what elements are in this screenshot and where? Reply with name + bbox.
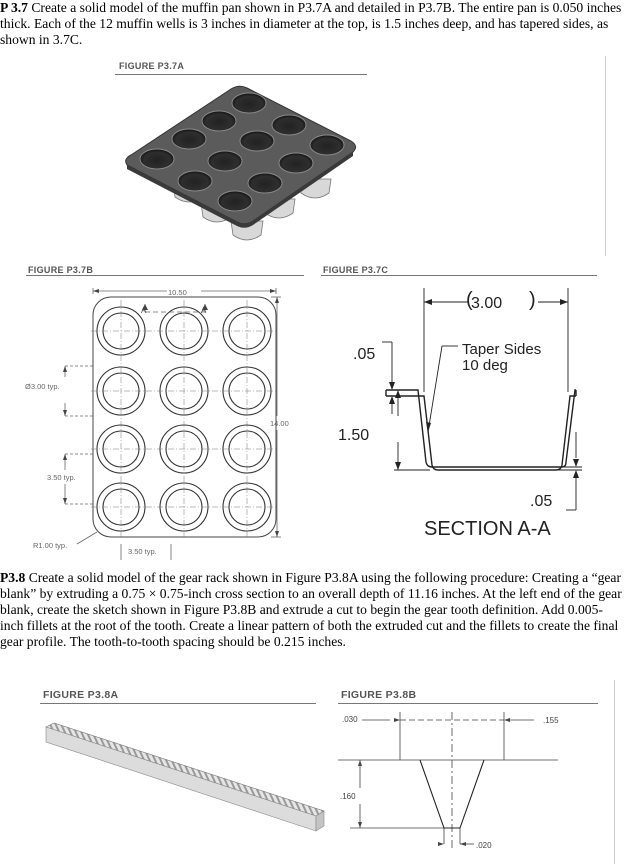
taper-note-line1: Taper Sides [462,341,542,358]
section-title: SECTION A-A [424,518,551,540]
top-thickness-dimension: .05 [353,346,376,363]
rack-top-teeth [46,723,324,816]
well-grid [91,300,277,538]
section-mark-left: A [141,306,147,315]
problem-3-7-body: Create a solid model of the muffin pan shown in P3.7A and detailed in P3.7B. The entire pan is 0.050 inches thick. Each of the 12 muffin wells is 3 inches in diameter at the top, is 1.5 inches deep, and has tapered sides, as shown in 3.7C. [0,0,622,47]
depth-dimension: 1.50 [338,427,370,444]
gear-rack-3d-view [40,705,330,860]
horizontal-spacing-dimension: 3.50 typ. [128,547,157,556]
top-diameter-dimension: 3.00 [471,295,503,312]
section-a-a-drawing [320,282,620,544]
bottom-thickness-dimension: .05 [530,493,553,510]
problem-3-7-number: P 3.7 [0,0,28,15]
width-dimension: 10.50 [168,288,187,297]
figure-p3-8b-rule [338,703,598,704]
gear-tooth-sketch [338,708,610,858]
figure-p3-7b-label: FIGURE P3.7B [28,265,94,275]
problem-3-7-text [0,0,622,48]
figure-p3-8b-label: FIGURE P3.8B [341,689,417,701]
problem-3-8-body: Create a solid model of the gear rack shown in Figure P3.8A using the following procedure: Creating a “gear blank” by extruding a 0.75 × 0.75-inch cross section to an overall depth of 11.16 inches. At the left end of the gear blank, create the sketch shown in Figure P3.8B and extrude a cut to begin the gear tooth definition. Add 0.005-inch fillets at the root of the tooth. Create a linear pattern of both the extruded cut and the fillets to create the final gear profile. The tooth-to-tooth spacing should be 0.215 inches. [0,570,622,649]
vertical-spacing-dimension: 3.50 typ. [47,473,76,482]
dim-155: .155 [543,716,559,725]
figure-p3-7b-rule [26,275,304,276]
rack-front-face [46,727,316,831]
problem-3-8-text [0,570,622,650]
dim-paren-open: ( [466,289,473,311]
dim-160: .160 [340,792,356,801]
muffin-pan-3d-view [113,75,363,255]
dim-020: .020 [476,841,492,850]
figure-p3-7c-label: FIGURE P3.7C [323,265,389,275]
muffin-pan-top-view-drawing [25,282,315,560]
figure-p3-7c-rule [321,275,597,276]
height-dimension: 14.00 [270,419,289,428]
section-mark-right: A [201,306,207,315]
problem-3-8-number: P3.8 [0,570,26,585]
taper-note-line2: 10 deg [462,357,508,374]
dim-paren-close: ) [529,289,536,311]
dim-030: .030 [342,715,358,724]
figure-p3-8a-rule [40,703,316,704]
figure-p3-7a-label: FIGURE P3.7A [119,61,185,71]
figure-p3-8a-label: FIGURE P3.8A [43,689,119,701]
diameter-dimension: Ø3.00 typ. [25,382,60,391]
radius-dimension: R1.00 typ. [33,541,68,550]
